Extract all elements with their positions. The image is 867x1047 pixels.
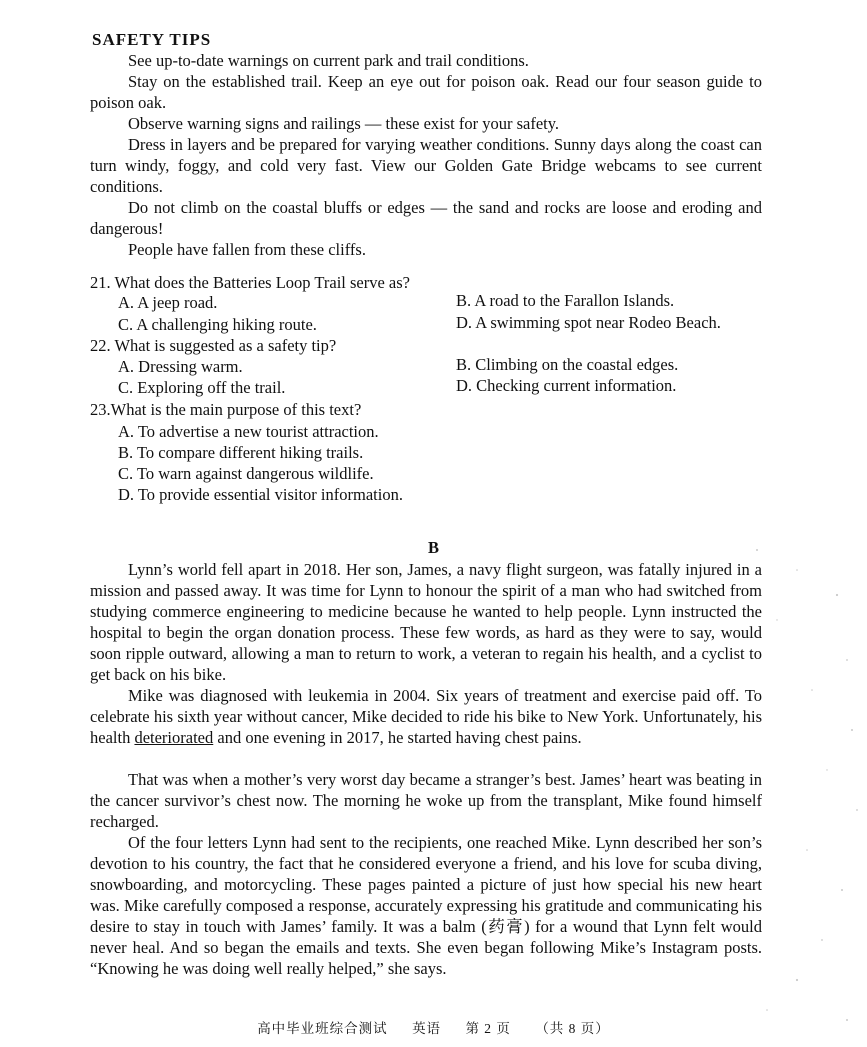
question-23-option-b: B. To compare different hiking trails.: [118, 443, 364, 462]
tip-4: Dress in layers and be prepared for varying weather conditions. Sunny days along the coast can turn windy, foggy, and cold very fast. View our Golden Gate Bridge webcams to see current conditions.: [90, 135, 762, 196]
tip-5: Do not climb on the coastal bluffs or edges — the sand and rocks are loose and eroding and dangerous!: [90, 198, 762, 238]
question-22-option-b: B. Climbing on the coastal edges.: [456, 355, 679, 374]
passage-b-paragraph-1: Lynn’s world fell apart in 2018. Her son, James, a navy flight surgeon, was fatally injured in a mission and passed away. It was time for Lynn to honour the spirit of a man who had switched from studying commerce engineering to medicine because he wanted to help people. Lynn instructed the hospital to begin the organ donation process. These few words, as hard as they were to say, would soon ripple outward, allowing a man to return to work, a veteran to regain his health, and a cyclist to get back on his bike.: [90, 560, 762, 684]
question-22-option-a: A. Dressing warm.: [118, 357, 243, 376]
page-footer: [0, 1017, 867, 1037]
footer-page-number: 第 2 页: [465, 1021, 511, 1036]
question-22-option-d: D. Checking current information.: [456, 376, 677, 395]
tip-2: Stay on the established trail. Keep an eye out for poison oak. Read our four season guide to poison oak.: [90, 72, 762, 112]
footer-total-pages: （共 8 页）: [535, 1021, 610, 1036]
underlined-word-deteriorated: deteriorated: [134, 728, 214, 747]
question-23-option-d: D. To provide essential visitor information.: [118, 485, 403, 504]
tip-6: People have fallen from these cliffs.: [128, 240, 366, 259]
question-23-option-a: A. To advertise a new tourist attraction.: [118, 422, 379, 441]
passage-b-paragraph-3: That was when a mother’s very worst day became a stranger’s best. James’ heart was beating in the cancer survivor’s chest now. The morning he woke up from the transplant, Mike found himself recharged.: [90, 770, 762, 831]
tip-1: See up-to-date warnings on current park and trail conditions.: [128, 51, 529, 70]
question-22-stem: 22. What is suggested as a safety tip?: [90, 336, 337, 355]
question-21-stem: 21. What does the Batteries Loop Trail serve as?: [90, 273, 411, 292]
passage-b-paragraph-2-text-before: Mike was diagnosed with leukemia in 2004. Six years of treatment and exercise paid off. To celebrate his sixth year without cancer, Mike decided to ride his bike to New York. Unfortunately, his health: [90, 686, 762, 747]
passage-b-paragraph-2: [90, 685, 762, 748]
part-b-label: B: [427, 538, 439, 557]
footer-subject: 英语: [412, 1021, 442, 1036]
passage-b-paragraph-2-text-after: and one evening in 2017, he started having chest pains.: [213, 728, 582, 747]
question-21-option-d: D. A swimming spot near Rodeo Beach.: [456, 313, 721, 332]
question-21-option-b: B. A road to the Farallon Islands.: [456, 291, 675, 310]
tip-3: Observe warning signs and railings — these exist for your safety.: [128, 114, 560, 133]
question-22-option-c: C. Exploring off the trail.: [118, 378, 286, 397]
footer-exam-name: 高中毕业班综合测试: [257, 1021, 388, 1036]
question-21-option-a: A. A jeep road.: [118, 293, 218, 312]
question-23-option-c: C. To warn against dangerous wildlife.: [118, 464, 374, 483]
question-21-option-c: C. A challenging hiking route.: [118, 315, 317, 334]
passage-b-paragraph-4: Of the four letters Lynn had sent to the recipients, one reached Mike. Lynn described her son’s devotion to his country, the fact that he considered everyone a friend, and his love for scuba diving, snowboarding, and motorcycling. These pages painted a picture of just how special his new heart was. Mike carefully composed a response, accurately expressing his gratitude and communicating his desire to stay in touch with James’ family. It was a balm (药膏) for a wound that Lynn felt would never heal. And so began the emails and texts. She even began following Mike’s Instagram posts. “Knowing he was doing well really helped,” she says.: [90, 833, 762, 978]
question-23-stem: 23.What is the main purpose of this text?: [90, 400, 362, 419]
section-title: SAFETY TIPS: [92, 30, 212, 49]
